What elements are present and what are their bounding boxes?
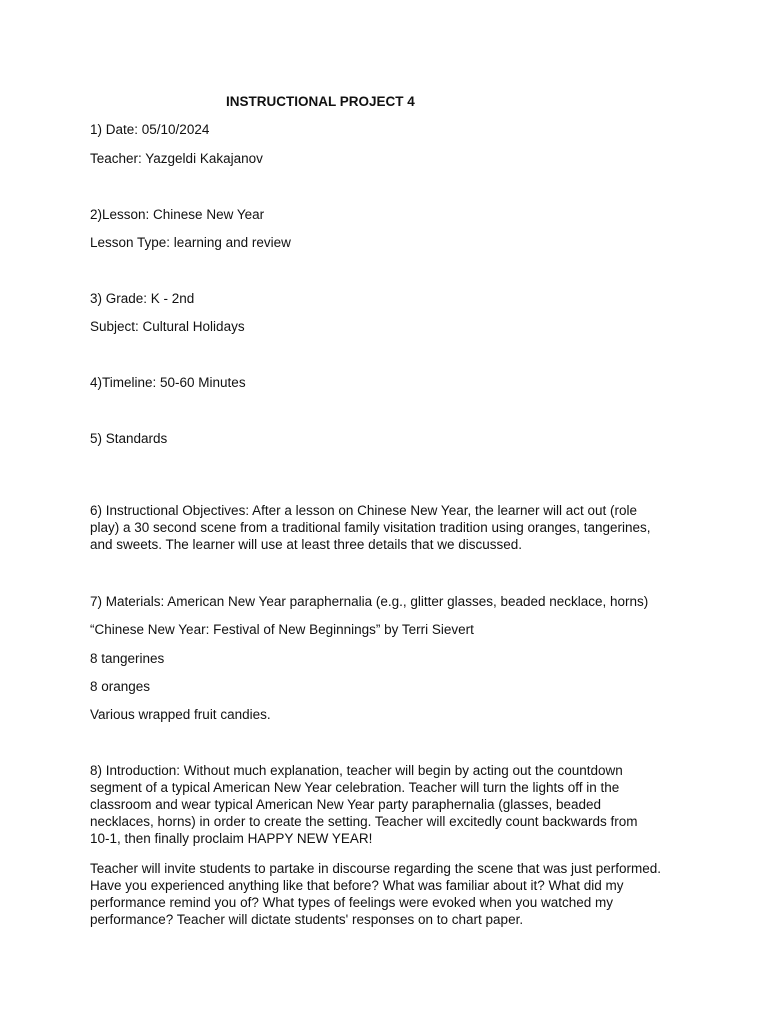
introduction-line: segment of a typical American New Year celebration. Teacher will turn the lights off in the [90,780,620,795]
objectives-paragraph [90,502,690,553]
discourse-line: Have you experienced anything like that before? What was familiar about it? What did my [90,878,624,893]
objectives-line: and sweets. The learner will use at least three details that we discussed. [90,537,522,552]
document-title: INSTRUCTIONAL PROJECT 4 [226,94,415,109]
book-line: “Chinese New Year: Festival of New Beginnings” by Terri Sievert [90,622,474,637]
candies-line: Various wrapped fruit candies. [90,707,271,722]
discourse-line: performance remind you of? What types of feelings were evoked when you watched my [90,895,614,910]
lesson-type-line: Lesson Type: learning and review [90,235,291,250]
introduction-line: 8) Introduction: Without much explanation, teacher will begin by acting out the countdown [90,763,623,778]
introduction-line: necklaces, horns) in order to create the setting. Teacher will excitedly count backwards from [90,814,638,829]
teacher-line: Teacher: Yazgeldi Kakajanov [90,151,263,166]
lesson-line: 2)Lesson: Chinese New Year [90,207,265,222]
date-line: 1) Date: 05/10/2024 [90,122,210,137]
materials-line: 7) Materials: American New Year paraphernalia (e.g., glitter glasses, beaded necklace, horns) [90,594,649,609]
standards-line: 5) Standards [90,431,168,446]
introduction-line: 10-1, then finally proclaim HAPPY NEW YEAR! [90,831,373,846]
discourse-line: Teacher will invite students to partake in discourse regarding the scene that was just performed. [90,861,662,876]
introduction-line: classroom and wear typical American New Year party paraphernalia (glasses, beaded [90,797,602,812]
discourse-paragraph [90,860,690,928]
objectives-line: play) a 30 second scene from a traditional family visitation tradition using oranges, tangerines, [90,520,651,535]
subject-line: Subject: Cultural Holidays [90,319,245,334]
introduction-paragraph [90,762,690,847]
timeline-line: 4)Timeline: 50-60 Minutes [90,375,246,390]
oranges-line: 8 oranges [90,679,151,694]
grade-line: 3) Grade: K - 2nd [90,291,195,306]
discourse-line: performance? Teacher will dictate students' responses on to chart paper. [90,912,524,927]
tangerines-line: 8 tangerines [90,651,165,666]
objectives-line: 6) Instructional Objectives: After a lesson on Chinese New Year, the learner will act out (role [90,503,638,518]
